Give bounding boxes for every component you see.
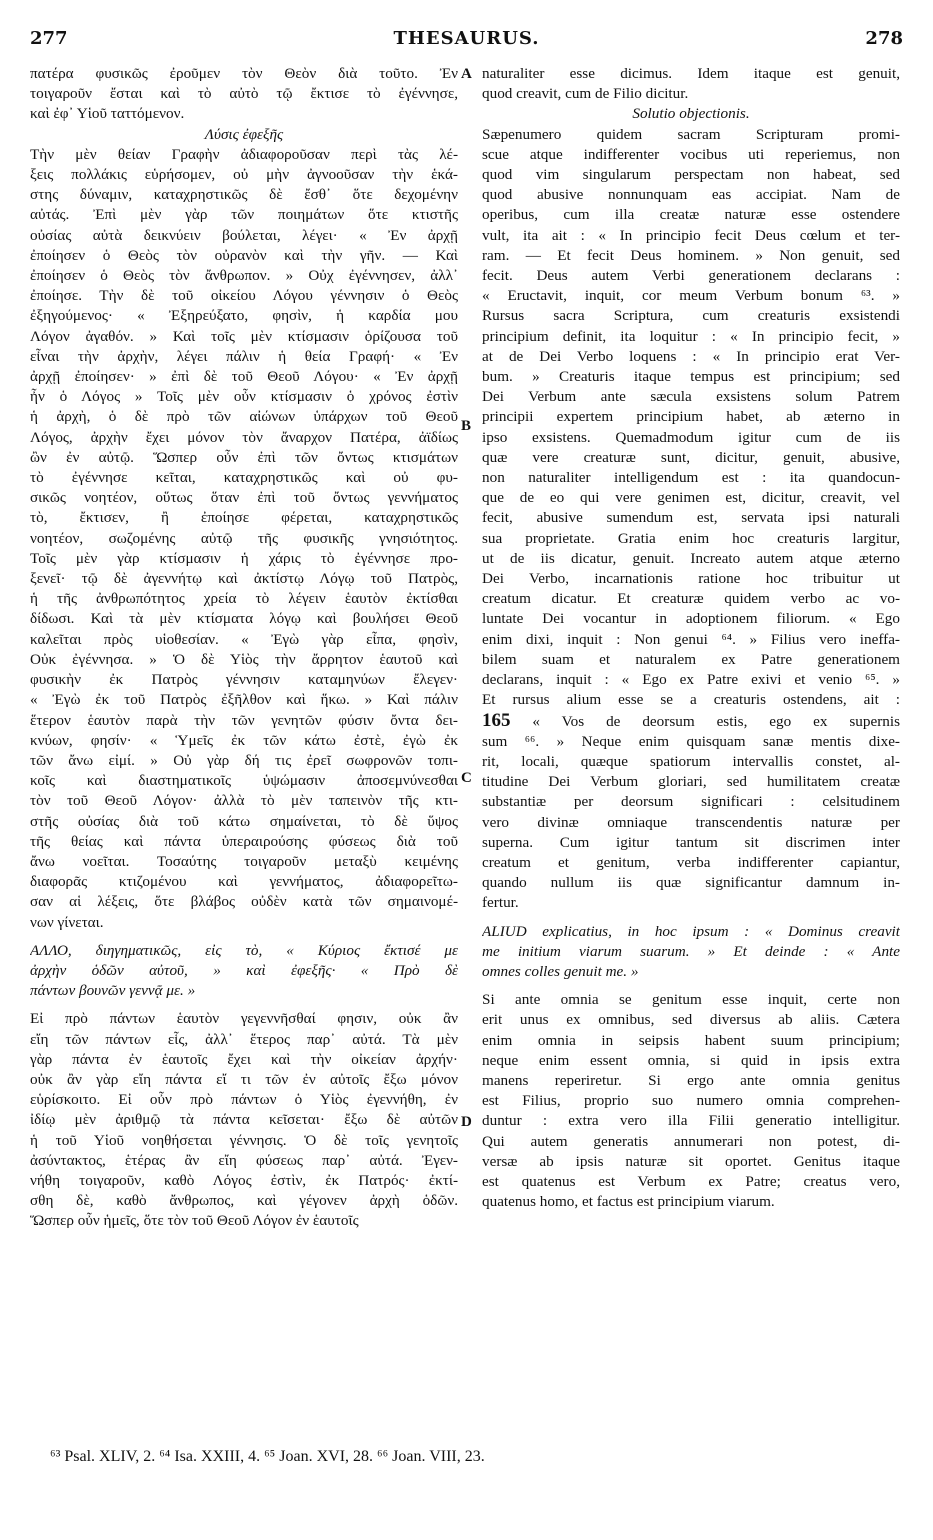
latin-text-line: Rursus sacra Scriptura, cum creaturis exsistendi <box>482 307 900 325</box>
greek-text-line: Λύσις ἐφεξῆς <box>204 125 284 143</box>
latin-text-line: erit unus ex omnibus, sed diversus ab aliis. Cætera <box>482 1011 900 1029</box>
greek-text-line: Λόγον ἀγαθόν. » Καὶ τοῖς μὲν κτίσμασιν ὁρίζουσα τοῦ <box>30 327 458 345</box>
greek-text-line: Οὐκ ἐγέννησα. » Ὁ δὲ Υἱὸς τὴν ἄρρητον ἑαυτοῦ καὶ <box>30 650 458 668</box>
greek-text-line: δίδωσι. Καὶ τὰ μὲν κτίσματα λόγῳ καὶ βουλήσει Θεοῦ <box>30 610 458 628</box>
greek-text-line: Τοῖς μὲν γὰρ κτίσμασιν ἡ χάρις τὸ ἐγέννησε προ- <box>30 549 458 567</box>
latin-text-line: est Filius, proprio suo numero omnia comprehen- <box>482 1092 900 1110</box>
greek-text-line: εἶναι τὴν ἀρχὴν, λέγει πάλιν ἡ θεία Γραφή· « Ἐν <box>30 347 458 365</box>
greek-text-line: ἐποίησε. Τὴν δὲ τοῦ οἰκείου Λόγου γέννησιν ὁ Θεὸς <box>30 287 458 305</box>
page-number-left: 277 <box>30 28 68 49</box>
greek-text-line: εὑρίσκοιτο. Εἰ οὖν πρὸ πάντων ὁ Υἱὸς ἐγεννήθη, ἐν <box>30 1091 458 1109</box>
latin-text-line: vero divinæ omniaque transcendentis naturæ per <box>482 813 900 831</box>
latin-text-line: substantiæ per deorsum significari : celsitudinem <box>482 793 900 811</box>
greek-text-line: ξενεῖ· τῷ δὲ ἀγεννήτῳ καὶ ἀκτίστῳ Λόγῳ τοῦ Πατρὸς, <box>30 570 458 588</box>
latin-text-line: creatum dicatur. Et creaturæ quidem verbo ac vo- <box>482 590 900 608</box>
greek-text-line: ἀρχῇ ἐποίησεν· » ἐπὶ δὲ τοῦ Θεοῦ Λόγου· « Ἐν ἀρχῇ <box>30 368 458 386</box>
margin-letter-b: B <box>461 418 472 434</box>
latin-text-line: Sæpenumero quidem sacram Scripturam promi- <box>482 125 900 143</box>
latin-text-line: titudine Dei Verbum gloriari, sed humilitatem creatæ <box>482 773 900 791</box>
latin-text-line: operibus, cum illa creatæ naturæ esse ostendere <box>482 206 900 224</box>
latin-text-line: superna. Cum igitur tantum sit discrimen inter <box>482 833 900 851</box>
latin-text-line: rit, locali, quæque spatiorum intervallis constet, al- <box>482 752 900 770</box>
greek-text-line: νων γίνεται. <box>30 913 104 931</box>
latin-text-line: neque enim essent omnia, si quid in ipsis extra <box>482 1051 900 1069</box>
running-header <box>30 28 903 54</box>
margin-letter-c: C <box>461 770 472 786</box>
greek-text-line: Εἰ πρὸ πάντων ἑαυτὸν γεγεννῆσθαί φησιν, οὐκ ἂν <box>30 1010 458 1028</box>
latin-text-line: me initium viarum suarum. » Et deinde : « Ante <box>482 942 900 960</box>
latin-text-line: omnes colles genuit me. » <box>482 962 639 980</box>
greek-text-line: ξεις πολλάκις εὑρήσομεν, οὐ μὴν ἀγνοοῦσαν τὴν ἑκά- <box>30 166 458 184</box>
latin-text-line: « Eructavit, inquit, cor meum Verbum bonum ⁶³. » <box>482 287 900 305</box>
greek-text-line: εἴη τῶν πάντων εἷς, ἀλλ᾽ ἕτερος παρ᾽ αὐτά. Τὰ μὲν <box>30 1030 458 1048</box>
greek-text-line: Ὥσπερ οὖν ἡμεῖς, ὅτε τὸν τοῦ Θεοῦ Λόγον ἐν ἑαυτοῖς <box>30 1212 359 1230</box>
latin-text-line: enim omnia in seipsis habent suum principium; <box>482 1031 900 1049</box>
greek-text-line: νήθη τοιγαροῦν, καθὸ Λόγος ἐστὶν, ἐκ Πατρός· ἐκτί- <box>30 1171 458 1189</box>
greek-text-line: Τὴν μὲν θείαν Γραφὴν ἀδιαφοροῦσαν περὶ τὰς λέ- <box>30 145 458 163</box>
latin-text-line: quod abusive nonnunquam eas accipiat. Nam de <box>482 186 900 204</box>
greek-text-line: τὸν τοῦ Θεοῦ Λόγον· ἀλλὰ τὸ μὲν ταπεινὸν τῆς κτι- <box>30 792 458 810</box>
latin-text-line: duntur : extra vero illa Filii generatio intelligitur. <box>482 1112 900 1130</box>
latin-text-line: fecit, abusive sumendum est, servata ipsi naturali <box>482 509 900 527</box>
greek-text-line: καὶ ἐφ᾽ Υἱοῦ ταττόμενον. <box>30 105 185 123</box>
greek-text-line: ἕτερον ἑαυτὸν παρὰ τὴν τῶν γενητῶν φύσιν ὄντα δει- <box>30 711 458 729</box>
latin-text-line: que de eo qui vere genimen est, dicitur, creavit, vel <box>482 489 900 507</box>
paragraph-gap <box>30 1001 458 1009</box>
latin-text-line: scue atque indifferenter vocibus uti reperiemus, non <box>482 145 900 163</box>
greek-text-line: οὐκ ἂν γὰρ εἴη πάντα εἴ τι τῶν ἐν αὐτοῖς ἔξω μόνον <box>30 1070 458 1088</box>
latin-text-line: quatenus homo, et factus est principium viarum. <box>482 1193 775 1211</box>
greek-text-line: τὸ ἐγέννησε κεῖται, καταχρηστικῶς καὶ οὐ φυ- <box>30 469 458 487</box>
latin-text-line: Et rursus alium esse se a creaturis ostendens, ait : <box>482 691 900 709</box>
running-title: THESAURUS. <box>393 28 540 49</box>
latin-text-line: enim dixi, inquit : Non genui ⁶⁴. » Filius vero ineffa- <box>482 630 900 648</box>
latin-text-line: ALIUD explicatius, in hoc ipsum : « Dominus creavit <box>482 922 900 940</box>
latin-text-line: bilem suam et naturalem ex Patre generationem <box>482 650 900 668</box>
greek-text-line: οὐσίας αὐτὰ δεικνύειν βούλεται, λέγει· « Ἐν ἀρχῇ <box>30 226 458 244</box>
text-line-content: « Vos de deorsum estis, ego ex supernis <box>532 712 900 730</box>
paragraph-gap <box>482 982 900 990</box>
latin-text-line <box>482 711 900 732</box>
greek-text-line: γὰρ πάντα ἐν ἑαυτοῖς ἔχει καὶ τὴν οἰκείαν ἀρχήν· <box>30 1050 458 1068</box>
greek-text-line: ὢν ἐν αὐτῷ. Ὥσπερ οὖν ἐπὶ τῶν ὄντως κτισμάτων <box>30 448 458 466</box>
latin-text-line: fecit. Deus autem Verbi generationem declarans : <box>482 267 900 285</box>
greek-text-line: τῶν ἄνω εἰμί. » Οὐ γὰρ δή τις ἐρεῖ σωφρονῶν τοπι- <box>30 751 458 769</box>
greek-text-line: ἡ ἀρχὴ, ὁ δὲ πρὸ τῶν αἰώνων ὑπάρχων τοῦ Θεοῦ <box>30 408 458 426</box>
paragraph-gap <box>482 914 900 922</box>
greek-text-line: « Ἐγὼ ἐκ τοῦ Πατρὸς ἐξῆλθον καὶ ἥκω. » Καὶ πάλιν <box>30 691 458 709</box>
latin-text-line: ram. — Et fecit Deus hominem. » Non genuit, sed <box>482 246 900 264</box>
greek-column <box>30 64 458 1232</box>
latin-text-line: non naturaliter intelligendum est : ita quandocun- <box>482 469 900 487</box>
greek-text-line: ΑΛΛΟ, διηγηματικῶς, εἰς τὸ, « Κύριος ἔκτισέ με <box>30 941 458 959</box>
latin-text-line: quæ vere creaturæ sunt, dicitur, genuit, abusive, <box>482 448 900 466</box>
margin-letter-a: A <box>461 66 472 82</box>
greek-text-line: στης δύναμιν, καταχρηστικῶς δὲ ἔσθ᾽ ὅτε δεχομένην <box>30 186 458 204</box>
greek-text-line: σθη δὲ, καθὸ ἄνθρωπος, καὶ γέγονεν ἀρχὴ ὁδῶν. <box>30 1192 458 1210</box>
greek-text-line: κοῖς καὶ διαστηματικοῖς ὑψώμασιν ἀποσεμνύνεσθαι <box>30 772 458 790</box>
latin-text-line: ut de iis dicatur, genuit. Increato autem atque æterno <box>482 549 900 567</box>
greek-text-line: ἐποίησεν ὁ Θεὸς τὸν οὐρανὸν καὶ τὴν γῆν. — Καὶ <box>30 246 458 264</box>
greek-text-line: ἄνω νοεῖται. Τοσαύτης τοιγαροῦν μεταξὺ κειμένης <box>30 852 458 870</box>
greek-text-line: ἡ τοῦ Υἱοῦ νοηθήσεται γέννησις. Ὁ δὲ τοῖς γενητοῖς <box>30 1131 458 1149</box>
latin-text-line: fertur. <box>482 894 519 912</box>
greek-text-line: τὸ, ἔκτισεν, ἢ ἐποίησε φέρεται, καταχρηστικῶς <box>30 509 458 527</box>
greek-text-line: Λόγος, ἀρχὴν ἔχει μόνον τὸν ἄναρχον Πατέρα, ἀϊδίως <box>30 428 458 446</box>
greek-text-line: πατέρα φυσικῶς ἐροῦμεν τὸν Θεὸν διὰ τοῦτο. Ἐν <box>30 65 458 82</box>
greek-text-line: στῆς οὐσίας διὰ τοῦ κάτω σημαίνεται, τὸ δὲ ὕψος <box>30 812 458 830</box>
greek-text-line: ἀσύντακτος, ἑτέρας ἂν εἴη φύσεως παρ᾽ αὐτά. Ἐγεν- <box>30 1151 458 1169</box>
greek-text-line: διαφορᾶς κτιζομένου καὶ γεννήματος, ἀδιαφορεῖτω- <box>30 873 458 891</box>
latin-text-line: quando nullum iis quæ significantur damnum in- <box>482 874 900 892</box>
page-number-right: 278 <box>865 28 903 49</box>
margin-letter-d: D <box>461 1114 472 1130</box>
greek-text-line: τῆς θείας καὶ πάντα ὑπεραιρούσης φύσεως διὰ τοῦ <box>30 832 458 850</box>
latin-text-line: sum ⁶⁶. » Neque enim quisquam sanæ mentis dixe- <box>482 732 900 750</box>
latin-text-line: declarans, inquit : « Ego ex Patre exivi et venio ⁶⁵. » <box>482 671 900 689</box>
greek-text-line: ἰδίῳ μὲν ἀριθμῷ τὰ πάντα κεῖσεται· ἔξω δὲ αὐτῶν <box>30 1111 458 1129</box>
greek-text-line: αὐτάς. Ἐπὶ μὲν γὰρ τῶν ποιημάτων ὅτε κτιστῆς <box>30 206 458 224</box>
latin-text-line: versæ ab ipsis naturæ sit oportet. Genitus itaque <box>482 1152 900 1170</box>
latin-text-line: luntate Dei vocantur in adoptionem filiorum. « Ego <box>482 610 900 628</box>
greek-text-line: καλεῖται πρὸς υἱοθεσίαν. « Ἐγὼ γὰρ εἶπα, φησὶν, <box>30 630 458 648</box>
column-number: 165 <box>482 710 511 731</box>
greek-text-line: ἐποίησεν ὁ Θεὸς τὸν ἄνθρωπον. » Οὐχ ἐγέννησεν, ἀλλ᾽ <box>30 267 458 285</box>
latin-text-line: vult, ita ait : « In principio fecit Deus cœlum et ter- <box>482 226 900 244</box>
greek-text-line: κνύων, φησίν· « Ὑμεῖς ἐκ τῶν κάτω ἐστὲ, ἐγὼ ἐκ <box>30 731 458 749</box>
latin-text-line: Solutio objectionis. <box>632 105 750 123</box>
latin-text-line: sua proprietate. Gratia enim hoc creaturis largitur, <box>482 529 900 547</box>
latin-text-line: principium definit, ita loquitur : « In principio fecit, » <box>482 327 900 345</box>
greek-text-line: ἀρχὴν ὁδῶν αὐτοῦ, » καὶ ἐφεξῆς· « Πρὸ δὲ <box>30 961 458 979</box>
latin-text-line: at de Dei Verbo loquens : « In principio erat Ver- <box>482 347 900 365</box>
greek-text-line: ἦν ὁ Λόγος » Τοῖς μὲν οὖν κτίσμασιν ὁ χρόνος ἐστὶν <box>30 388 458 406</box>
latin-text-line: quod creavit, cum de Filio dicitur. <box>482 85 689 103</box>
paragraph-gap <box>30 933 458 941</box>
latin-text-line: Qui autem generatis annumerari non potest, di- <box>482 1132 900 1150</box>
greek-text-line: ἡ τῆς ἀνθρωπότητος χρεία τὸ λέγειν ἑαυτὸν ἐκτίσθαι <box>30 590 458 608</box>
greek-text-line: φυσικὴν ἐκ Πατρὸς γέννησιν καταμηνύων ἔλεγεν· <box>30 671 458 689</box>
latin-text-line: bum. » Creaturis itaque tempus est principium; sed <box>482 368 900 386</box>
latin-text-line: naturaliter esse dicimus. Idem itaque est genuit, <box>482 65 900 82</box>
footnotes: ⁶³ Psal. XLIV, 2. ⁶⁴ Isa. XXIII, 4. ⁶⁵ Joan. XVI, 28. ⁶⁶ Joan. VIII, 23. <box>50 1448 485 1465</box>
latin-text-line: ipso exsistens. Quemadmodum igitur cum de iis <box>482 428 900 446</box>
latin-text-line: creatum et genitum, verba indifferenter capiantur, <box>482 853 900 871</box>
greek-text-line: ἐξηγούμενος· « Ἐξηρεύξατο, φησὶν, ἡ καρδία μου <box>30 307 458 325</box>
latin-text-line: quod vim singularum perspectam non habeat, sed <box>482 166 900 184</box>
greek-text-line: πάντων βουνῶν γεννᾷ με. » <box>30 982 196 1000</box>
latin-text-line: manens reperiretur. Si ergo ante omnia genitus <box>482 1071 900 1089</box>
greek-text-line: σαν αἱ λέξεις, ὅτε βλάβος οὐδὲν κατὰ τῶν σημαινομέ- <box>30 893 458 911</box>
latin-text-line: Si ante omnia se genitum esse inquit, certe non <box>482 991 900 1009</box>
latin-text-line: est quatenus est Verbum ex Patre; creatus vero, <box>482 1172 900 1190</box>
latin-text-line: Dei Verbo, incarnationis ratione hoc tribuitur ut <box>482 570 900 588</box>
latin-text-line: principii expertem principium habet, ab æterno in <box>482 408 900 426</box>
latin-column <box>482 64 900 1212</box>
greek-text-line: νοητέον, σωζομένης αὐτῷ τῆς φυσικῆς γνησιότητος. <box>30 529 458 547</box>
latin-text-line: Dei Verbum ante sæcula exsistens solum Patrem <box>482 388 900 406</box>
greek-text-line: τοιγαροῦν ἔσται καὶ τὸ αὐτὸ τῷ ἔκτισε τὸ ἐγέννησε, <box>30 85 458 103</box>
greek-text-line: σικῶς νοητέον, οὕτως ὅταν ἐπὶ τοῦ ὄντως γεννήματος <box>30 489 458 507</box>
